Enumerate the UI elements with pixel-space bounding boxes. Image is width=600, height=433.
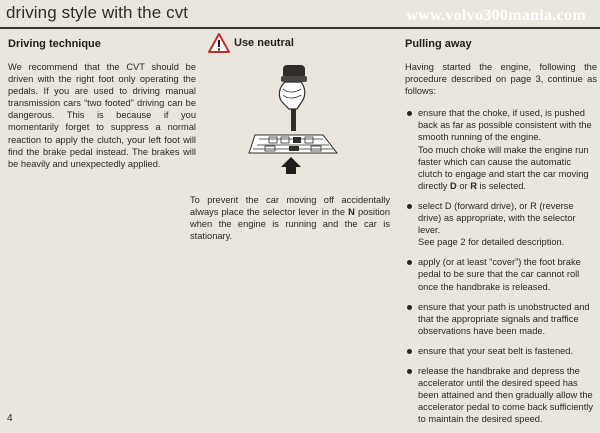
driving-technique-text: We recommend that the CVT should be driven with the right foot only operating the pedals. If you are used to driving manual transmission cars “two footed” driving can be dangerous. This is because if you momentarily forget to suppress a normal reaction to apply the clutch, your left foot will find the brake pedal instead. The brakes will be heavily and unexpectedly applied. xyxy=(8,62,196,169)
bullet-icon xyxy=(407,369,412,374)
pulling-away-section xyxy=(405,37,597,433)
bullet-icon xyxy=(407,305,412,310)
driving-technique-section xyxy=(8,37,196,170)
warning-triangle-icon xyxy=(208,33,230,53)
use-neutral-text: To prevent the car moving off accidentally always place the selector lever in the N position when the engine is running and the car is stationary. xyxy=(190,195,390,242)
use-neutral-heading: Use neutral xyxy=(234,37,294,49)
page-number: 4 xyxy=(7,413,13,424)
list-item: ensure that your seat belt is fastened. xyxy=(405,345,597,357)
list-item: release the handbrake and depress the accelerator until the desired speed has been attained and then gradually allow the accelerator pedal to come back sufficiently to maintain the desired speed. xyxy=(405,365,597,425)
bullet-icon xyxy=(407,111,412,116)
list-item: ensure that the choke, if used, is pushed back as far as possible consistent with the smooth running of the engine. Too much choke will make the engine run faster which can cause the automatic clutch to engage and start the car moving directly D or R is selected. xyxy=(405,107,597,192)
title-divider xyxy=(0,27,600,29)
bullet-icon xyxy=(407,204,412,209)
page-title: driving style with the cvt xyxy=(6,3,189,22)
neutral-letter: N xyxy=(348,207,355,218)
list-item: select D (forward drive), or R (reverse drive) as appropriate, with the selector lever. See page 2 for detailed description. xyxy=(405,200,597,248)
gear-selector-illustration xyxy=(245,63,341,175)
pulling-away-heading: Pulling away xyxy=(405,38,472,50)
list-item: apply (or at least “cover”) the foot brake pedal to be sure that the car cannot roll once the handbrake is released. xyxy=(405,256,597,292)
pulling-away-steps xyxy=(405,107,597,425)
use-neutral-section xyxy=(190,33,390,242)
watermark: www.volvo300mania.com xyxy=(406,7,586,24)
driving-technique-heading: Driving technique xyxy=(8,38,101,50)
pulling-away-intro: Having started the engine, following the procedure described on page 3, continue as follows: xyxy=(405,62,597,97)
bullet-icon xyxy=(407,260,412,265)
bullet-icon xyxy=(407,349,412,354)
list-item: ensure that your path is unobstructed and that the appropriate signals and traffice observations have been made. xyxy=(405,301,597,337)
